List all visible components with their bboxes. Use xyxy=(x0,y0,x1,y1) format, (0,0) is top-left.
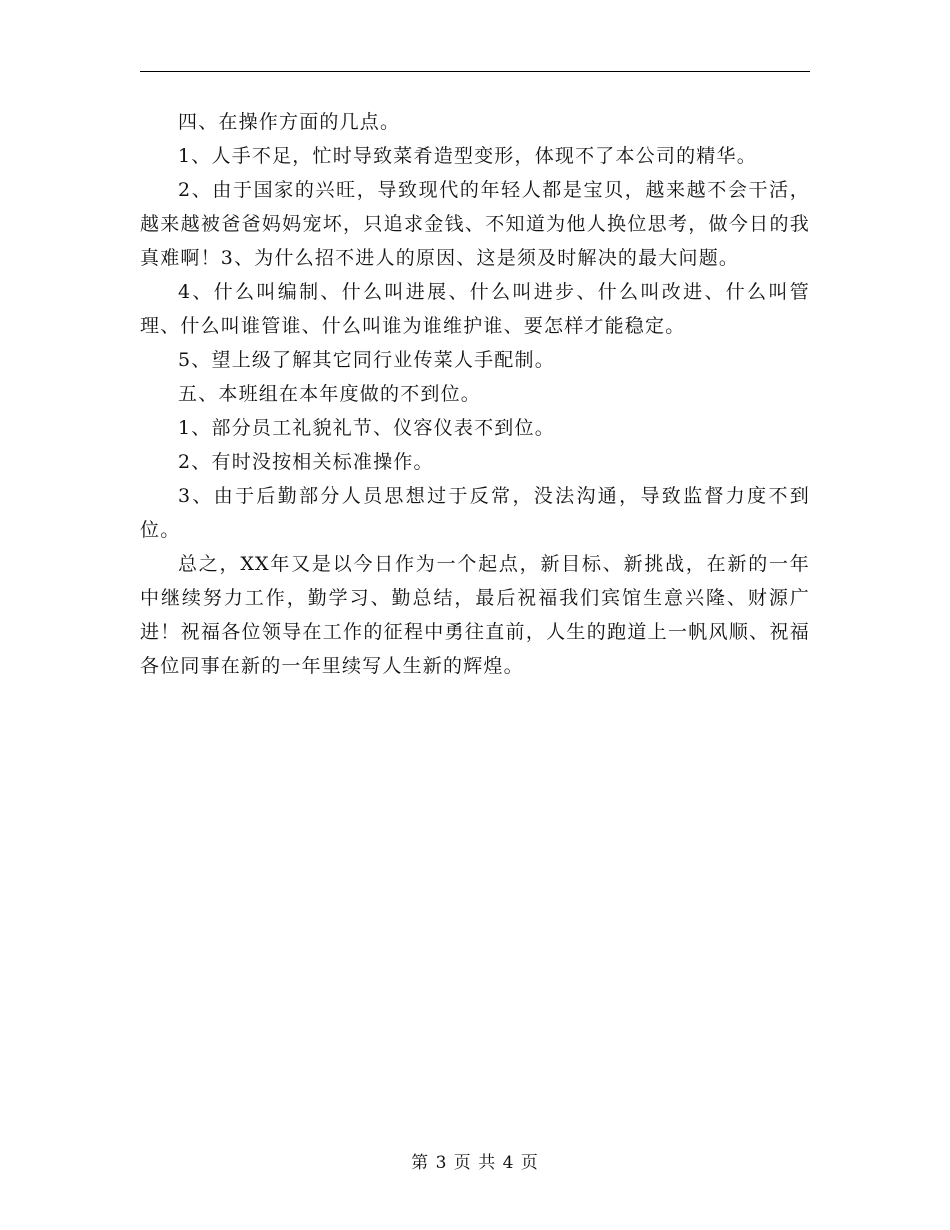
paragraph: 1、人手不足，忙时导致菜肴造型变形，体现不了本公司的精华。 xyxy=(178,145,757,167)
paragraph: 5、望上级了解其它同行业传菜人手配制。 xyxy=(178,349,555,371)
paragraph: 五、本班组在本年度做的不到位。 xyxy=(178,383,482,405)
paragraph: 4、什么叫编制、什么叫进展、什么叫进步、什么叫改进、什么叫管理、什么叫谁管谁、什么叫谁为谁维护谁、要怎样才能稳定。 xyxy=(140,281,810,337)
paragraph: 3、由于后勤部分人员思想过于反常，没法沟通，导致监督力度不到位。 xyxy=(140,485,810,541)
page-number-footer: 第 3 页 共 4 页 xyxy=(411,1153,539,1173)
paragraph: 总之，XX年又是以今日作为一个起点，新目标、新挑战，在新的一年中继续努力工作，勤学习、勤总结，最后祝福我们宾馆生意兴隆、财源广进！祝福各位领导在工作的征程中勇往直前，人生的跑道上一帆风顺、祝福各位同事在新的一年里续写人生新的辉煌。 xyxy=(140,553,810,677)
paragraph: 2、有时没按相关标准操作。 xyxy=(178,451,434,473)
paragraph: 1、部分员工礼貌礼节、仪容仪表不到位。 xyxy=(178,417,555,439)
paragraph: 2、由于国家的兴旺，导致现代的年轻人都是宝贝，越来越不会干活，越来越被爸爸妈妈宠坏，只追求金钱、不知道为他人换位思考，做今日的我真难啊！3、为什么招不进人的原因、这是须及时解决的最大问题。 xyxy=(140,179,810,269)
paragraph: 四、在操作方面的几点。 xyxy=(178,111,401,133)
document-body xyxy=(140,105,810,683)
header-rule xyxy=(140,71,810,72)
